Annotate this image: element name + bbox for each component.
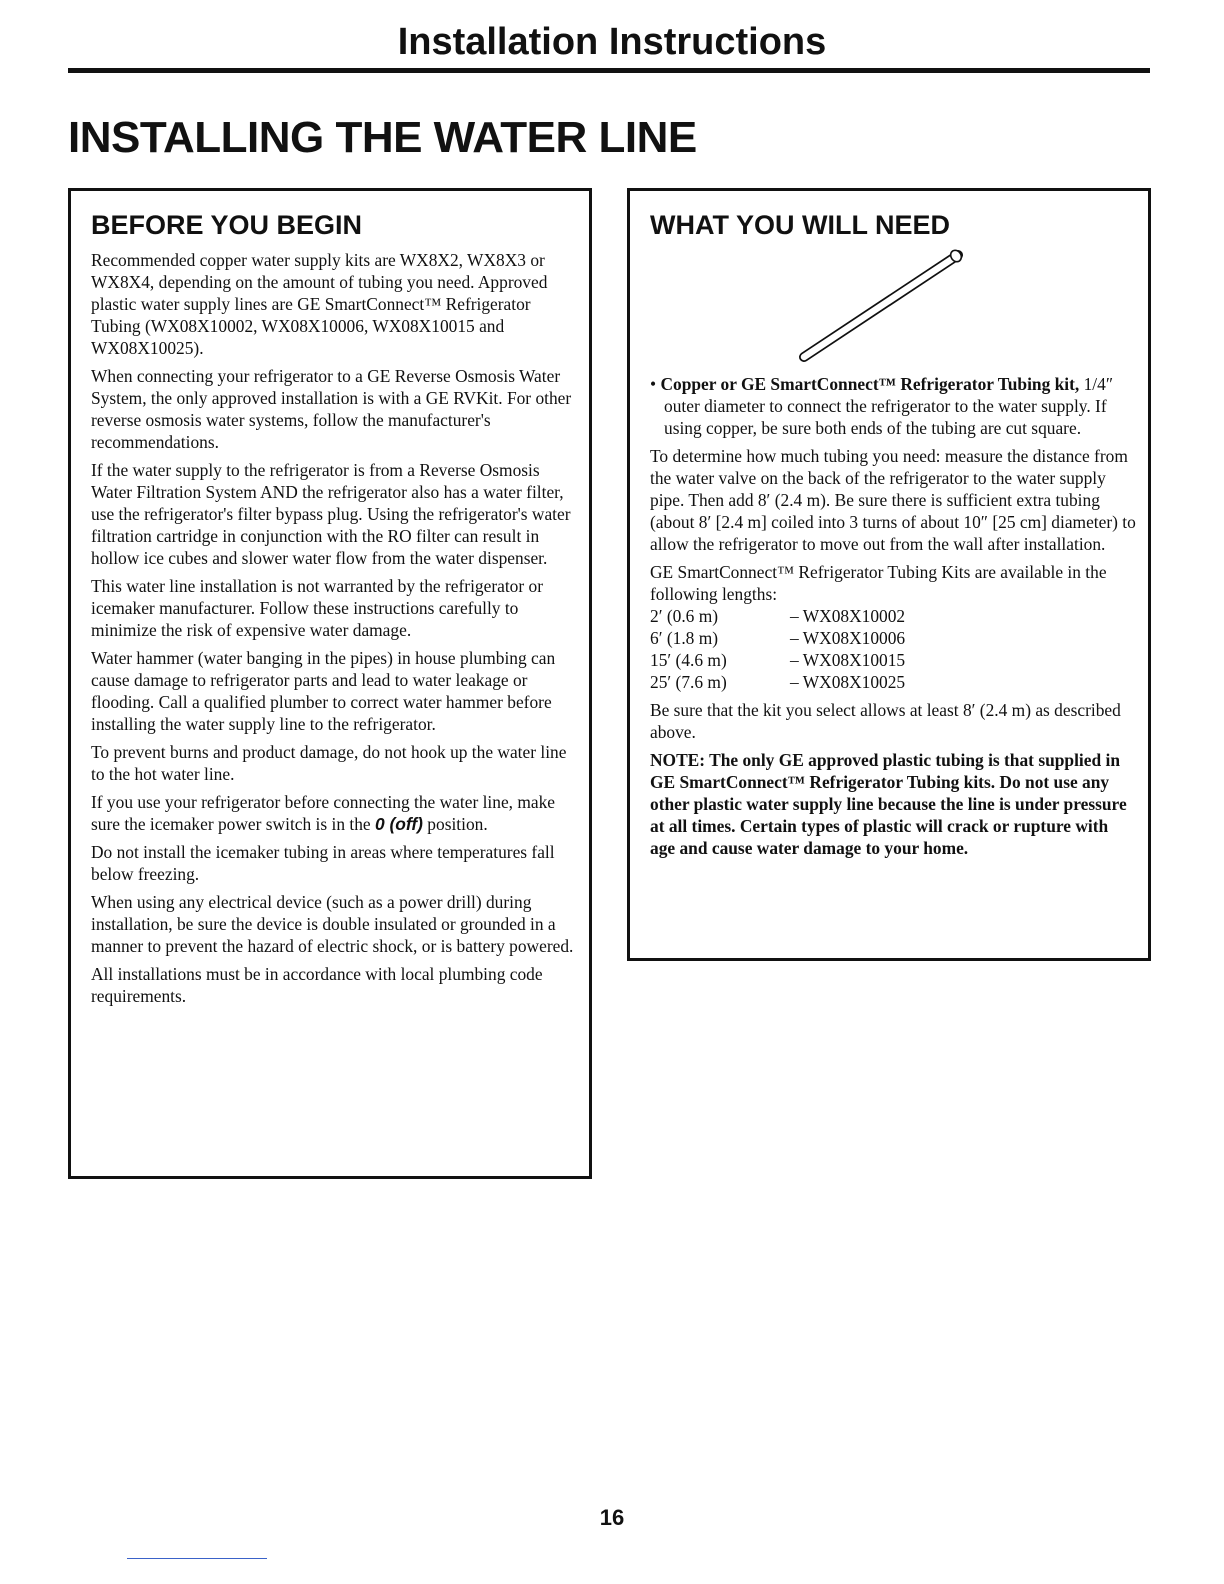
tubing-kit-description: 1/4″ outer diameter to connect the refrigerator to the water supply. If using copper, be sure both ends of the tubing are cut square. <box>664 374 1114 438</box>
paragraph-recommended-kits: Recommended copper water supply kits are WX8X2, WX8X3 or WX8X4, depending on the amount of tubing you need. Approved plastic water supply lines are GE SmartConnect™ Refrigerator Tubing (WX08X10002, WX08X10006, WX08X10015 and WX08X10025). <box>91 250 548 358</box>
tubing-icon <box>790 241 970 366</box>
footer-rule <box>127 1558 267 1559</box>
paragraph-kit-lengths-intro: GE SmartConnect™ Refrigerator Tubing Kits are available in the following lengths: <box>650 562 1107 604</box>
tubing-kit-bold: Copper or GE SmartConnect™ Refrigerator Tubing kit, <box>660 374 1080 394</box>
switch-text-after: position. <box>422 814 488 834</box>
tubing-illustration <box>650 249 1136 367</box>
kit-part-number: – WX08X10002 <box>790 606 906 626</box>
kit-length: 6′ (1.8 m) <box>650 628 719 648</box>
switch-text-before: If you use your refrigerator before connecting the water line, make sure the icemaker power switch is in the <box>91 792 556 834</box>
kit-part-number: – WX08X10006 <box>790 628 906 648</box>
paragraph-water-hammer: Water hammer (water banging in the pipes) in house plumbing can cause damage to refrigerator parts and lead to water leakage or flooding. Call a qualified plumber to correct water hammer before installing the water supply line to the refrigerator. <box>91 648 556 734</box>
before-you-begin-box <box>68 188 592 1179</box>
tubing-kit-bullet: • Copper or GE SmartConnect™ Refrigerator Tubing kit, 1/4″ outer diameter to connect the refrigerator to the water supply. If using copper, be sure both ends of the tubing are cut square. <box>650 374 1114 438</box>
off-switch-position: 0 (off) <box>374 814 423 834</box>
page-header-title: Installation Instructions <box>397 21 827 63</box>
kit-length-row <box>650 671 1136 693</box>
kit-length-row <box>650 649 1136 671</box>
paragraph-freezing: Do not install the icemaker tubing in areas where temperatures fall below freezing. <box>91 842 555 884</box>
header-rule <box>68 68 1150 73</box>
paragraph-electrical-device: When using any electrical device (such as a power drill) during installation, be sure the device is double insulated or grounded in a manner to prevent the hazard of electric shock, or is battery powered. <box>91 892 574 956</box>
paragraph-filter-bypass: If the water supply to the refrigerator is from a Reverse Osmosis Water Filtration System AND the refrigerator also has a water filter, use the refrigerator's filter bypass plug. Using the refrigerator's water filtration cartridge in conjunction with the RO filter can result in hollow ice cubes and slower water flow from the water dispenser. <box>91 460 571 568</box>
page-number: 16 <box>599 1505 625 1530</box>
paragraph-plumbing-code: All installations must be in accordance with local plumbing code requirements. <box>91 964 543 1006</box>
kit-part-number: – WX08X10025 <box>790 672 906 692</box>
paragraph-hot-water: To prevent burns and product damage, do not hook up the water line to the hot water line. <box>91 742 567 784</box>
paragraph-measure-tubing: To determine how much tubing you need: measure the distance from the water valve on the back of the refrigerator to the water supply pipe. Then add 8′ (2.4 m). Be sure there is sufficient extra tubing (about 8′ [2.4 m] coiled into 3 turns of about 10″ [25 cm] diameter) to allow the refrigerator to move out from the wall after installation. <box>650 446 1136 554</box>
plastic-tubing-note: NOTE: The only GE approved plastic tubing is that supplied in GE SmartConnect™ Refrigerator Tubing kits. Do not use any other plastic water supply line because the line is under pressure at all times. Certain types of plastic will crack or rupture with age and cause water damage to your home. <box>650 750 1127 858</box>
paragraph-warranty: This water line installation is not warranted by the refrigerator or icemaker manufacturer. Follow these instructions carefully to minimize the risk of expensive water damage. <box>91 576 544 640</box>
paragraph-reverse-osmosis: When connecting your refrigerator to a GE Reverse Osmosis Water System, the only approved installation is with a GE RVKit. For other reverse osmosis water systems, follow the manufacturer's recommendations. <box>91 366 572 452</box>
paragraph-icemaker-switch <box>91 791 575 835</box>
kit-length-row <box>650 605 1136 627</box>
kit-part-number: – WX08X10015 <box>790 650 906 670</box>
what-you-will-need-heading: WHAT YOU WILL NEED <box>650 210 950 240</box>
kit-lengths-list <box>650 605 1136 693</box>
paragraph-kit-selection: Be sure that the kit you select allows at least 8′ (2.4 m) as described above. <box>650 700 1121 742</box>
what-you-will-need-box <box>627 188 1151 961</box>
kit-length: 25′ (7.6 m) <box>650 672 727 692</box>
kit-length: 2′ (0.6 m) <box>650 606 719 626</box>
section-title: INSTALLING THE WATER LINE <box>68 113 697 162</box>
kit-length-row <box>650 627 1136 649</box>
before-you-begin-heading: BEFORE YOU BEGIN <box>91 210 363 240</box>
kit-length: 15′ (4.6 m) <box>650 650 727 670</box>
